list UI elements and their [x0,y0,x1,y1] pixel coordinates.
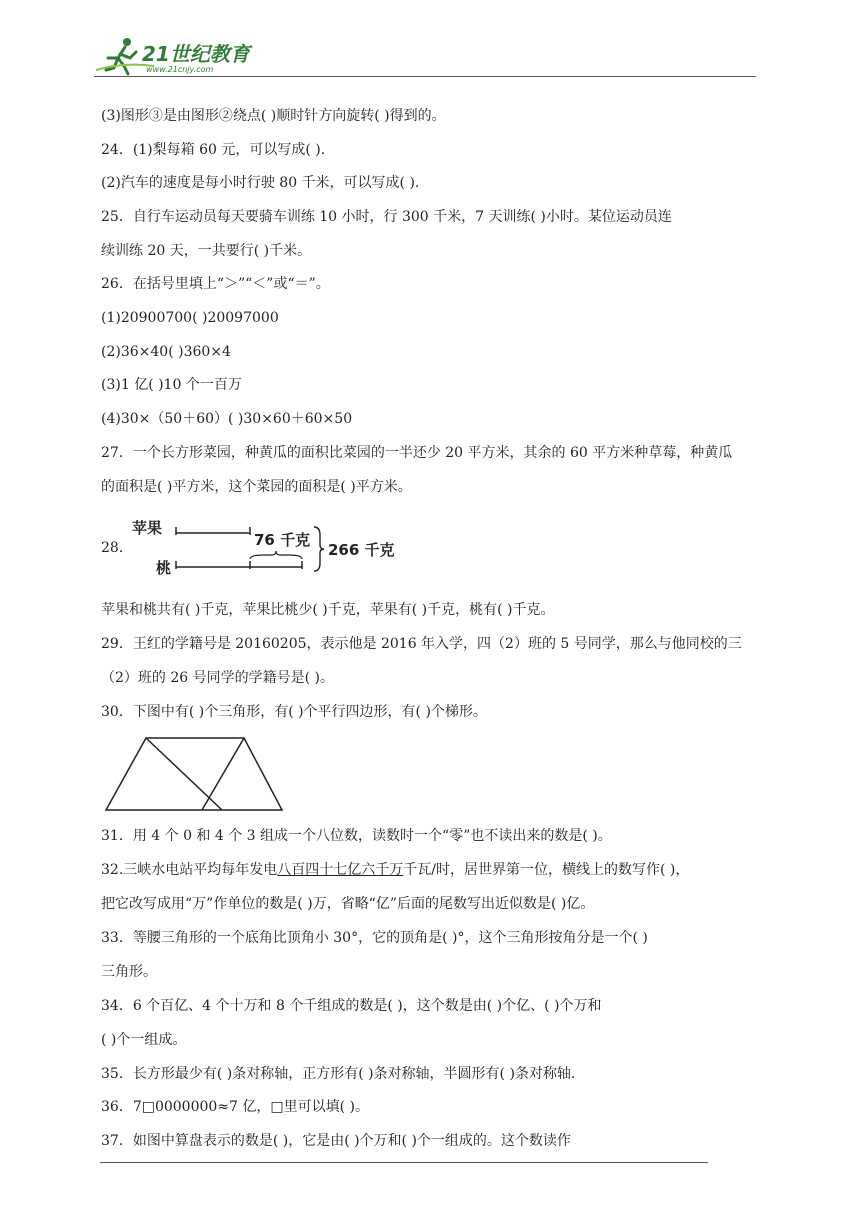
question-31: 31．用 4 个 0 和 4 个 3 组成一个八位数，读数时一个“零”也不读出来的数是( )。 [101,828,612,844]
apple-peach-diagram [130,515,400,579]
question-36: 36．7□0000000≈7 亿，□里可以填( )。 [101,1099,369,1115]
inner-line [202,738,244,810]
question-24-1: 24．(1)梨每箱 60 元，可以写成( ). [101,142,326,158]
21cnjy-logo [94,34,264,76]
question-32-post: 千瓦/时，居世界第一位，横线上的数写作( )， [403,862,690,878]
question-30: 30．下图中有( )个三角形，有( )个平行四边形，有( )个梯形。 [101,704,487,720]
question-27-line2: 的面积是( )平方米，这个菜园的面积是( )平方米。 [101,479,412,495]
question-28-number: 28． [101,540,133,556]
question-32-line1 [101,860,689,880]
question-29-line2: （2）班的 26 号同学的学籍号是( )。 [101,670,334,686]
question-34-line1: 34．6 个百亿、4 个十万和 8 个千组成的数是( )，这个数是由( )个亿、( )个万和 [101,998,602,1014]
apple-label: 苹果 [132,519,163,537]
question-29-line1: 29．王红的学籍号是 20160205，表示他是 2016 年入学，四（2）班的 5 号同学，那么与他同校的三 [101,636,742,652]
footer-rule [100,1162,708,1163]
question-24-2: (2)汽车的速度是每小时行驶 80 千米，可以写成( ). [101,175,420,191]
logo-brand-text: 21世纪教育 [142,42,250,66]
question-27-line1: 27．一个长方形菜园，种黄瓜的面积比菜园的一半还少 20 平方米，其余的 60 平方米种草莓，种黄瓜 [101,445,733,461]
peach-label: 桃 [156,559,172,577]
question-23-3: (3)图形③是由图形②绕点( )顺时针方向旋转( )得到的。 [101,108,446,124]
question-26-4: (4)30×（50＋60）( )30×60＋60×50 [101,411,353,427]
question-32-line2: 把它改写成用“万”作单位的数是( )万，省略“亿”后面的尾数写出近似数是( )亿。 [101,896,595,912]
question-26-1: (1)20900700( )20097000 [101,310,279,326]
question-25-line1: 25．自行车运动员每天要骑车训练 10 小时，行 300 千米，7 天训练( )小时。某位运动员连 [101,209,672,225]
difference-label: 76 千克 [254,531,311,549]
header-rule [94,76,756,77]
question-34-line2: ( )个一组成。 [101,1032,187,1048]
question-32-underlined-number: 八百四十七亿六千万 [277,862,404,878]
question-32-pre: 32.三峡水电站平均每年发电 [101,862,278,878]
total-brace [314,527,324,571]
question-26: 26．在括号里填上“＞”“＜”或“＝”。 [101,276,330,292]
question-25-line2: 续训练 20 天，一共要行( )千米。 [101,243,312,259]
question-33-line1: 33．等腰三角形的一个底角比顶角小 30°，它的顶角是( )°，这个三角形按角分是一个( ) [101,930,648,946]
diagonal-line [146,738,222,810]
question-26-3: (3)1 亿( )10 个一百万 [101,377,242,393]
question-28-text: 苹果和桃共有( )千克，苹果比桃少( )千克，苹果有( )千克，桃有( )千克。 [101,602,555,618]
total-label: 266 千克 [328,541,395,559]
question-37: 37．如图中算盘表示的数是( )，它是由( )个万和( )个一组成的。这个数读作 [101,1133,571,1149]
logo-url-text: www.21cnjy.com [146,65,214,74]
page-header [94,34,756,78]
question-26-2: (2)36×40( )360×4 [101,344,231,360]
question-33-line2: 三角形。 [101,964,157,980]
difference-brace [250,551,302,559]
trapezoid-figure [102,734,288,814]
trapezoid-outline [106,738,282,810]
question-35: 35．长方形最少有( )条对称轴，正方形有( )条对称轴，半圆形有( )条对称轴. [101,1066,576,1082]
